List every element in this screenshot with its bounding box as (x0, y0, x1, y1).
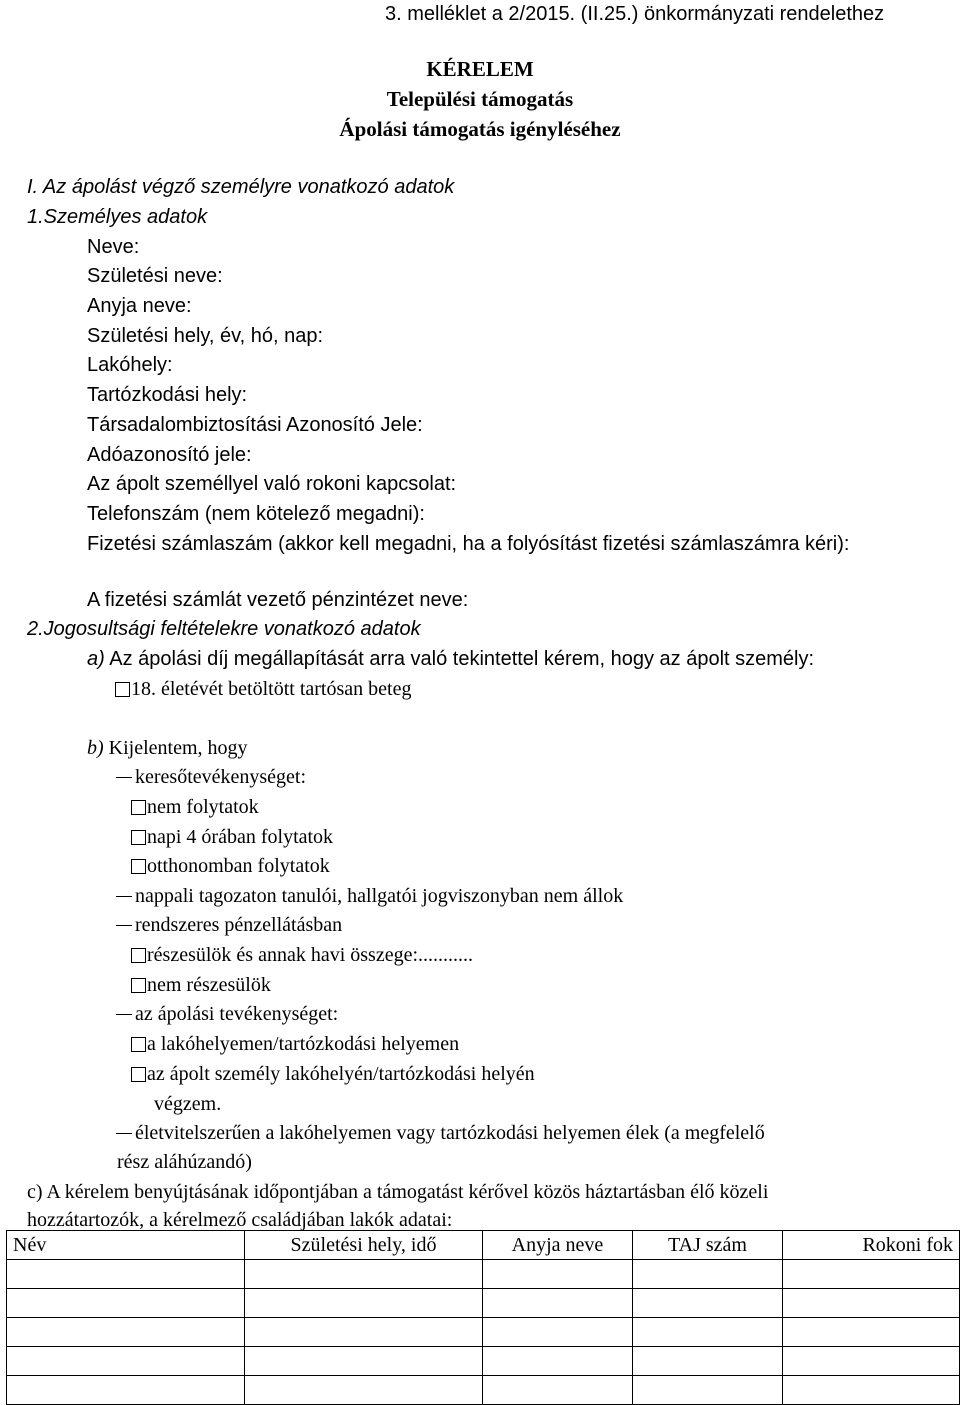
item-c-line1: c) A kérelem benyújtásának időpontjában a támogatást kérővel közös háztartásban élő közeli (27, 1181, 769, 1203)
option-label: nem részesülök (147, 974, 271, 996)
checkbox[interactable] (131, 1037, 146, 1052)
checkbox[interactable] (115, 682, 130, 697)
table-cell[interactable] (245, 1260, 483, 1289)
option-chronically-ill[interactable] (115, 677, 411, 701)
table-cell[interactable] (633, 1318, 783, 1347)
option-not-receiving-benefit[interactable] (131, 973, 271, 997)
option-care-at-patient-home[interactable] (131, 1062, 535, 1086)
header-taj: TAJ szám (633, 1231, 783, 1260)
field-residence: Lakóhely: (87, 354, 173, 376)
table-cell[interactable] (633, 1376, 783, 1405)
option-label: nem folytatok (147, 796, 259, 818)
personal-data-subheading: 1.Személyes adatok (27, 206, 208, 228)
dash-marker (116, 1014, 132, 1015)
option-receiving-benefit[interactable] (131, 943, 473, 967)
care-activity-label: az ápolási tevékenységet: (135, 1003, 339, 1025)
table-cell[interactable] (483, 1318, 633, 1347)
earning-activity-label: keresőtevékenységet: (135, 766, 307, 788)
field-birth-name: Születési neve: (87, 265, 223, 287)
field-stay-place: Tartózkodási hely: (87, 384, 248, 406)
lifestyle-residence-continuation: rész aláhúzandó) (117, 1151, 252, 1173)
title-kerelem: KÉRELEM (426, 57, 534, 81)
item-c-line2: hozzátartozók, a kérelmező családjában lakók adatai: (27, 1209, 453, 1231)
table-cell[interactable] (483, 1376, 633, 1405)
table-cell[interactable] (633, 1347, 783, 1376)
item-b (87, 736, 248, 760)
header-relation: Rokoni fok (783, 1231, 960, 1260)
field-phone: Telefonszám (nem kötelező megadni): (87, 503, 425, 525)
field-mother-name: Anyja neve: (87, 295, 192, 317)
student-status-label: nappali tagozaton tanulói, hallgatói jogviszonyban nem állok (135, 885, 624, 907)
table-cell[interactable] (483, 1260, 633, 1289)
header-reference: 3. melléklet a 2/2015. (II.25.) önkormányzati rendelethez (385, 3, 885, 25)
field-bank-account: Fizetési számlaszám (akkor kell megadni, ha a folyósítást fizetési számlaszámra kéri): (87, 533, 850, 555)
title-telepulesi-tamogatas: Települési támogatás (386, 87, 574, 111)
dash-marker (116, 777, 132, 778)
field-tax-id: Adóazonosító jele: (87, 444, 252, 466)
dash-marker (116, 1133, 132, 1134)
item-b-label: b) (87, 737, 104, 759)
section2-heading: 2.Jogosultsági feltételekre vonatkozó adatok (27, 618, 421, 640)
table-cell[interactable] (783, 1318, 960, 1347)
table-cell[interactable] (783, 1260, 960, 1289)
field-birth-place-date: Születési hely, év, hó, nap: (87, 325, 324, 347)
checkbox[interactable] (131, 948, 146, 963)
table-row[interactable] (7, 1289, 960, 1318)
table-cell[interactable] (245, 1318, 483, 1347)
option-label: napi 4 órában folytatok (147, 826, 334, 848)
checkbox[interactable] (131, 1067, 146, 1082)
field-relationship: Az ápolt személlyel való rokoni kapcsolat: (87, 473, 457, 495)
header-birth: Születési hely, idő (245, 1231, 483, 1260)
table-cell[interactable] (245, 1347, 483, 1376)
option-label: a lakóhelyemen/tartózkodási helyemen (147, 1033, 460, 1055)
checkbox[interactable] (131, 800, 146, 815)
table-cell[interactable] (7, 1318, 245, 1347)
header-name: Név (7, 1231, 245, 1260)
table-row[interactable] (7, 1347, 960, 1376)
table-cell[interactable] (783, 1289, 960, 1318)
item-b-text: Kijelentem, hogy (108, 737, 248, 759)
field-bank-name: A fizetési számlát vezető pénzintézet neve: (87, 589, 469, 611)
table-cell[interactable] (7, 1347, 245, 1376)
option-label: az ápolt személy lakóhelyén/tartózkodási helyén (147, 1063, 535, 1085)
option-not-working[interactable] (131, 795, 259, 819)
table-cell[interactable] (783, 1376, 960, 1405)
checkbox[interactable] (131, 859, 146, 874)
table-cell[interactable] (7, 1260, 245, 1289)
table-cell[interactable] (245, 1376, 483, 1405)
option-working-home[interactable] (131, 854, 330, 878)
table-cell[interactable] (483, 1289, 633, 1318)
table-cell[interactable] (7, 1376, 245, 1405)
lifestyle-residence-label: életvitelszerűen a lakóhelyemen vagy tartózkodási helyemen élek (a megfelelő (135, 1122, 765, 1144)
title-apolasi-tamogatas: Ápolási támogatás igényléséhez (339, 117, 621, 141)
field-name: Neve: (87, 236, 140, 258)
household-members-table (6, 1230, 960, 1405)
regular-benefit-label: rendszeres pénzellátásban (135, 914, 343, 936)
table-row[interactable] (7, 1260, 960, 1289)
checkbox[interactable] (131, 830, 146, 845)
option-care-at-own-home[interactable] (131, 1032, 459, 1056)
option-working-4h[interactable] (131, 825, 333, 849)
section1-heading: I. Az ápolást végző személyre vonatkozó adatok (27, 176, 455, 198)
table-cell[interactable] (483, 1347, 633, 1376)
table-cell[interactable] (633, 1260, 783, 1289)
item-a (87, 647, 814, 671)
table-cell[interactable] (783, 1347, 960, 1376)
header-mother: Anyja neve (483, 1231, 633, 1260)
option-label: részesülök és annak havi összege:........... (147, 944, 474, 966)
item-a-text: Az ápolási díj megállapítását arra való tekintettel kérem, hogy az ápolt személy: (109, 648, 815, 670)
table-row[interactable] (7, 1318, 960, 1347)
checkbox[interactable] (131, 978, 146, 993)
table-cell[interactable] (633, 1289, 783, 1318)
table-cell[interactable] (7, 1289, 245, 1318)
option-label: otthonomban folytatok (147, 855, 330, 877)
dash-marker (116, 925, 132, 926)
table-header-row (7, 1231, 960, 1260)
dash-marker (116, 896, 132, 897)
table-cell[interactable] (245, 1289, 483, 1318)
care-activity-continuation: végzem. (154, 1093, 222, 1115)
field-taj: Társadalombiztosítási Azonosító Jele: (87, 414, 423, 436)
item-a-label: a) (87, 648, 105, 670)
table-row[interactable] (7, 1376, 960, 1405)
option-label: 18. életévét betöltött tartósan beteg (131, 678, 412, 700)
